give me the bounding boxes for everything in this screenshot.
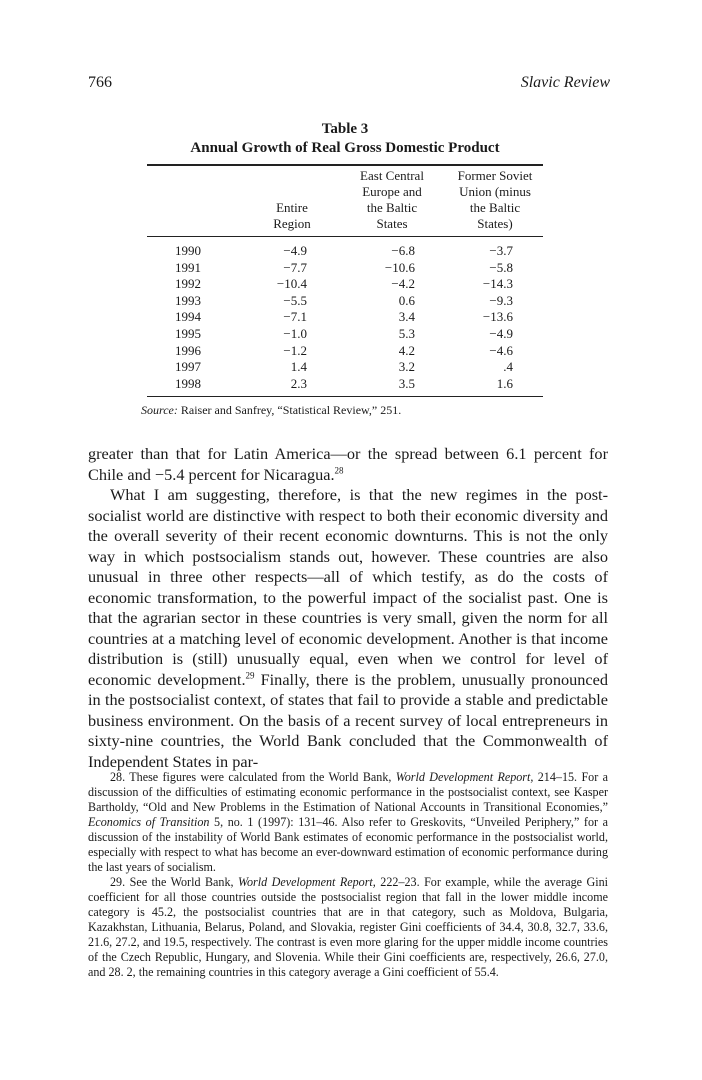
east-central-cell: −4.2	[391, 276, 415, 292]
table-bottom-rule	[147, 396, 543, 397]
year-cell: 1990	[175, 243, 201, 258]
table-row	[147, 260, 543, 277]
year-cell: 1997	[175, 359, 201, 375]
former-soviet-cell: −3.7	[489, 243, 513, 258]
east-central-cell: 3.4	[398, 309, 415, 325]
table-row	[147, 276, 543, 293]
year-cell: 1993	[175, 292, 201, 308]
east-central-cell: 0.6	[398, 292, 415, 308]
table-row	[147, 326, 543, 343]
footnote-ref-29[interactable]: 29	[245, 670, 255, 681]
east-central-cell: −6.8	[391, 243, 415, 258]
table-column-headers	[147, 166, 543, 236]
table-body	[147, 237, 543, 396]
source-label: Source:	[141, 403, 178, 418]
year-cell: 1991	[175, 259, 201, 275]
east-central-cell: −10.6	[384, 259, 415, 275]
east-central-cell: 4.2	[398, 342, 415, 358]
table-source-note	[141, 403, 543, 418]
entire-region-cell: −7.1	[283, 309, 307, 325]
paragraph: What I am suggesting, therefore, is that the new regimes in the post-socialist world are distinctive with respect to both their economic diversity and the overall severity of their recent economic downturns. This is not the only way in which postsocialism stands out, however. These countries are also unusual in three other respects—all of which testify, as do the costs of economic transformation, to the powerful impact of the socialist past. One is that the agrarian sector in these countries is very small, given the norm for all countries at a matching level of economic development. Another is that income distribution is (still) unusually equal, even when we control for level of economic development.$^{29}$ Finally, there is the problem, unusually pronounced in the postsocialist context, of states that fail to provide a stable and predictable business environment. On the basis of a recent survey of local entrepreneurs in sixty-nine countries, the World Bank concluded that the Commonwealth of Independent States in par-	[88, 485, 608, 771]
page-number: 766	[88, 74, 112, 91]
column-header-former-soviet-union: Former Soviet Union (minus the Baltic States)	[457, 168, 533, 231]
year-cell: 1995	[175, 325, 201, 341]
former-soviet-cell: −9.3	[489, 292, 513, 308]
former-soviet-cell: −13.6	[482, 309, 513, 325]
east-central-cell: 3.2	[398, 359, 415, 375]
gdp-table	[141, 120, 543, 418]
table-row	[147, 309, 543, 326]
entire-region-cell: −10.4	[276, 276, 307, 292]
former-soviet-cell: .4	[503, 359, 513, 375]
year-cell: 1996	[175, 342, 201, 358]
footnotes	[88, 770, 608, 980]
table-label: Table 3	[321, 121, 369, 137]
former-soviet-cell: −4.6	[489, 342, 513, 358]
source-text: Raiser and Sanfrey, “Statistical Review,” 251.	[177, 403, 402, 418]
footnote-28: 28. These figures were calculated from the World Bank, World Development Report, 214–15. For a discussion of the difficulties of estimating economic performance in the postsocialist context, see Kasper Bartholdy, “Old and New Problems in the Estimation of National Accounts in Transitional Economies,” Economics of Transition 5, no. 1 (1997): 131–46. Also refer to Greskovits, “Unveiled Periphery,” for a discussion of the instability of World Bank estimates of economic performance in the postsocialist world, especially with respect to what has become an ever-downward estimation of economic performance during the last years of socialism.	[88, 770, 608, 874]
year-cell: 1998	[175, 375, 201, 391]
former-soviet-cell: −5.8	[489, 259, 513, 275]
footnote-29: 29. See the World Bank, World Development Report, 222–23. For example, while the average Gini coefficient for all those countries outside the postsocialist region that fall in the lower middle income category is 45.2, the postsocialist countries that are in that category, such as Moldova, Bulgaria, Kazakhstan, Lithuania, Belarus, Poland, and Slovakia, register Gini coefficients of 34.4, 30.8, 32.7, 33.6, 21.6, 27.2, and 19.5, respectively. The contrast is even more glaring for the upper middle income countries of the Czech Republic, Hungary, and Slovenia. While their Gini coefficients are, respectively, 26.6, 27.0, and 28. 2, the remaining countries in this category average a Gini coefficient of 55.4.	[88, 875, 608, 979]
entire-region-cell: 2.3	[290, 375, 307, 391]
paragraph: greater than that for Latin America—or the spread between 6.1 percent for Chile and −5.4 percent for Nicaragua.$^{28}$	[88, 444, 608, 484]
table-row	[147, 293, 543, 310]
year-cell: 1992	[175, 276, 201, 292]
table-row	[147, 359, 543, 376]
running-head: Slavic Review	[520, 74, 610, 91]
main-text	[88, 444, 608, 772]
entire-region-cell: −4.9	[283, 243, 307, 258]
entire-region-cell: −7.7	[283, 259, 307, 275]
footnote-ref-28[interactable]: 28	[334, 465, 344, 476]
east-central-cell: 5.3	[398, 325, 415, 341]
table-row	[147, 243, 543, 260]
table-row	[147, 343, 543, 360]
entire-region-cell: −1.0	[283, 325, 307, 341]
table-title: Annual Growth of Real Gross Domestic Product	[190, 140, 500, 156]
former-soviet-cell: −14.3	[482, 276, 513, 292]
table-row	[147, 376, 543, 393]
column-header-east-central-europe: East Central Europe and the Baltic States	[360, 168, 424, 231]
entire-region-cell: 1.4	[290, 359, 307, 375]
column-header-entire-region: Entire Region	[273, 200, 311, 231]
former-soviet-cell: 1.6	[496, 375, 513, 391]
entire-region-cell: −1.2	[283, 342, 307, 358]
year-cell: 1994	[175, 309, 201, 325]
former-soviet-cell: −4.9	[489, 325, 513, 341]
entire-region-cell: −5.5	[283, 292, 307, 308]
east-central-cell: 3.5	[398, 375, 415, 391]
